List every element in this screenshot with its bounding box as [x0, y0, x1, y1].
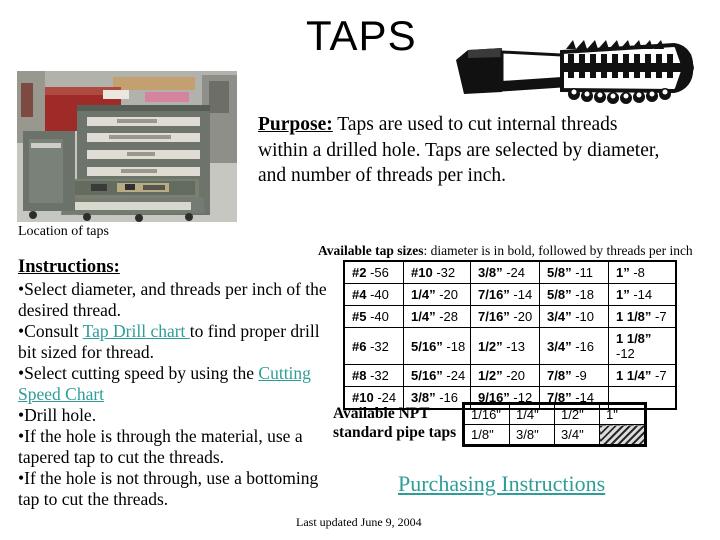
purpose-label: Purpose:	[258, 114, 333, 135]
npt-table-row	[464, 404, 646, 425]
tap-table-row	[344, 306, 676, 328]
cutting-speed-chart-link[interactable]: Cutting Speed Chart	[18, 363, 311, 405]
instruction-item: •Drill hole.	[18, 405, 97, 426]
purchasing-instructions-link[interactable]: Purchasing Instructions	[398, 471, 606, 496]
tap-size-cell: 1 1/4” -7	[609, 365, 677, 387]
npt-size-cell: 3/8"	[510, 425, 555, 446]
tap-illustration	[450, 24, 702, 116]
tap-size-cell: #8 -32	[344, 365, 404, 387]
tap-size-cell: #6 -32	[344, 328, 404, 365]
instructions-heading: Instructions:	[18, 257, 120, 277]
npt-table-row	[464, 425, 646, 446]
tap-size-cell: #4 -40	[344, 284, 404, 306]
tap-table-row	[344, 365, 676, 387]
taps-cabinet-photo	[17, 71, 237, 222]
photo-caption: Location of taps	[18, 224, 109, 239]
npt-size-cell: 1/16"	[464, 404, 510, 425]
tap-table-caption-rest: : diameter is in bold, followed by threads per inch	[423, 243, 693, 258]
tap-size-cell: #10 -24	[344, 387, 404, 410]
tap-size-cell: 7/16” -14	[471, 284, 540, 306]
instruction-item: •Select diameter, and threads per inch of the desired thread.	[18, 279, 327, 321]
tap-table-caption	[318, 243, 693, 259]
tap-table-body	[344, 261, 676, 409]
tap-size-cell: 9/16” -12	[471, 387, 540, 410]
tap-table-row	[344, 328, 676, 365]
instruction-item: •If the hole is not through, use a bottoming tap to cut the threads.	[18, 468, 319, 510]
tap-table-row	[344, 261, 676, 284]
tap-drill-chart-link[interactable]: Tap Drill chart	[82, 321, 190, 342]
tap-size-cell: #5 -40	[344, 306, 404, 328]
instructions-list	[18, 279, 340, 510]
instructions-block	[18, 256, 340, 510]
tap-size-cell: 1/4” -20	[404, 284, 471, 306]
purpose-paragraph	[258, 112, 718, 189]
tap-size-cell: 1” -14	[609, 284, 677, 306]
tap-size-cell: 7/8” -9	[540, 365, 609, 387]
npt-size-cell: 1/2"	[555, 404, 600, 425]
npt-size-cell: 1"	[600, 404, 646, 425]
tap-size-cell: 1” -8	[609, 261, 677, 284]
instruction-item: •Select cutting speed by using the Cutting Speed Chart	[18, 363, 311, 405]
tap-size-cell: 1/4” -28	[404, 306, 471, 328]
tap-size-cell: 1/2” -20	[471, 365, 540, 387]
tap-size-cell: 3/4” -16	[540, 328, 609, 365]
npt-label-line2: standard pipe taps	[333, 424, 457, 442]
tap-size-cell: 1 1/8” -12	[609, 328, 677, 365]
tap-size-cell: 5/8” -11	[540, 261, 609, 284]
instruction-item: •If the hole is through the material, use a tapered tap to cut the threads.	[18, 426, 303, 468]
npt-size-cell: 1/8"	[464, 425, 510, 446]
tap-size-cell: #2 -56	[344, 261, 404, 284]
npt-size-cell: 3/4"	[555, 425, 600, 446]
tap-sizes-table	[343, 260, 677, 410]
tap-size-cell: 3/4” -10	[540, 306, 609, 328]
tap-size-cell: 5/8” -18	[540, 284, 609, 306]
tap-size-cell: 5/16” -18	[404, 328, 471, 365]
purpose-line2: within a drilled hole. Taps are selected by diameter,	[258, 139, 660, 161]
tap-table-row	[344, 284, 676, 306]
instruction-item: •Consult Tap Drill chart to find proper drill bit sized for thread.	[18, 321, 320, 363]
purpose-line3: and number of threads per inch.	[258, 165, 506, 187]
tap-size-cell: 7/16” -20	[471, 306, 540, 328]
tap-table-caption-bold: Available tap sizes	[318, 243, 424, 258]
npt-hatched-cell	[600, 425, 646, 446]
tap-size-cell: 5/16” -24	[404, 365, 471, 387]
tap-size-cell: 3/8” -16	[404, 387, 471, 410]
page-title: TAPS	[306, 12, 417, 59]
npt-pipe-taps-table	[462, 402, 647, 447]
tap-size-cell: 3/8” -24	[471, 261, 540, 284]
npt-label-line1: Available NPT	[333, 405, 430, 422]
tap-size-cell: 1/2” -13	[471, 328, 540, 365]
last-updated-note: Last updated June 9, 2004	[296, 515, 422, 529]
npt-size-cell: 1/4"	[510, 404, 555, 425]
tap-size-cell: #10 -32	[404, 261, 471, 284]
purpose-line1: Taps are used to cut internal threads	[337, 114, 618, 135]
tap-size-cell: 1 1/8” -7	[609, 306, 677, 328]
npt-table-body	[464, 404, 646, 446]
tap-size-cell: 7/8” -14	[540, 387, 609, 410]
